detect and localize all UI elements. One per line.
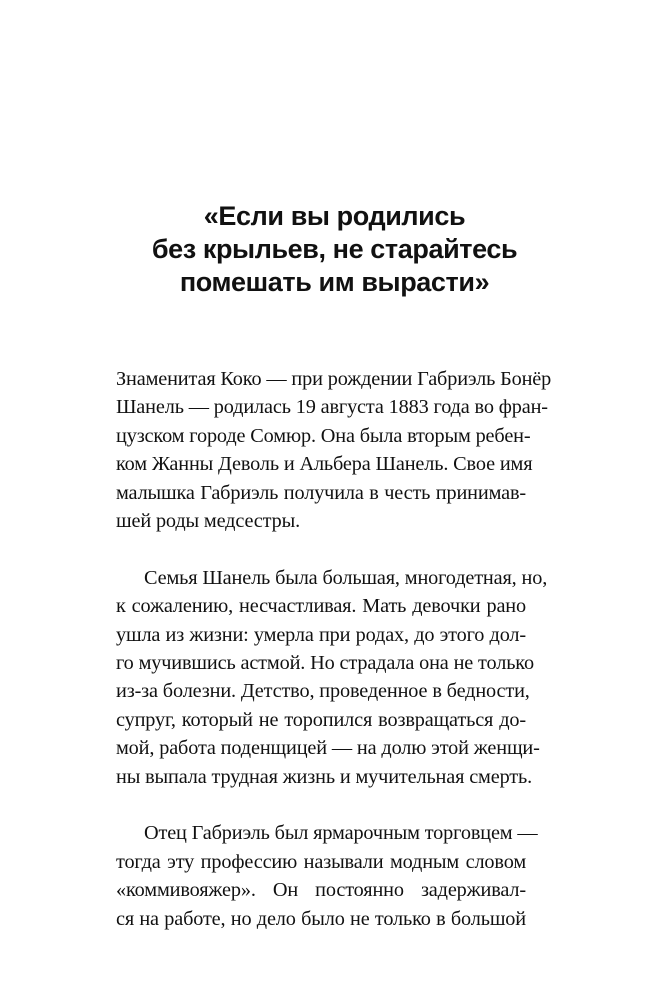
chapter-heading [60, 200, 609, 299]
paragraph-3 [116, 819, 538, 933]
text-line: го мучившись астмой. Но страдала она не только [116, 652, 534, 675]
text-line: Знаменитая Коко — при рождении Габриэль Бонёр [116, 368, 552, 390]
text-line: ся на работе, но дело было не только в большой [116, 907, 526, 930]
text-line: ушла из жизни: умерла при родах, до этого дол- [116, 623, 526, 646]
text-line: супруг, который не торопился возвращаться до- [116, 708, 526, 731]
text-line: тогда эту профессию называли модным словом [116, 850, 526, 873]
text-line: Семья Шанель была большая, многодетная, но, [144, 566, 548, 589]
text-line: шей роды медсестры. [116, 510, 300, 533]
text-line: «коммивояжер». Он постоянно задерживал- [116, 879, 526, 902]
text-line: ны выпала трудная жизнь и мучительная смерть. [116, 765, 533, 788]
paragraph-2 [116, 564, 548, 791]
text-line: малышка Габриэль получила в честь принимав- [116, 481, 526, 504]
heading-line: «Если вы родились [203, 201, 466, 231]
text-line: цузском городе Сомюр. Она была вторым ребен- [116, 424, 531, 447]
body-text [116, 365, 552, 933]
text-line: Отец Габриэль был ярмарочным торговцем — [144, 822, 538, 845]
paragraph-1 [116, 365, 552, 535]
heading-line: без крыльев, не старайтесь [151, 234, 518, 264]
text-line: Шанель — родилась 19 августа 1883 года во фран- [116, 396, 548, 419]
text-line: к сожалению, несчастливая. Мать девочки рано [116, 595, 526, 618]
text-line: из-за болезни. Детство, проведенное в бедности, [116, 680, 530, 703]
heading-line: помешать им вырасти» [179, 267, 490, 297]
text-line: ком Жанны Деволь и Альбера Шанель. Свое имя [116, 453, 533, 476]
text-line: мой, работа поденщицей — на долю этой женщи- [116, 737, 540, 760]
